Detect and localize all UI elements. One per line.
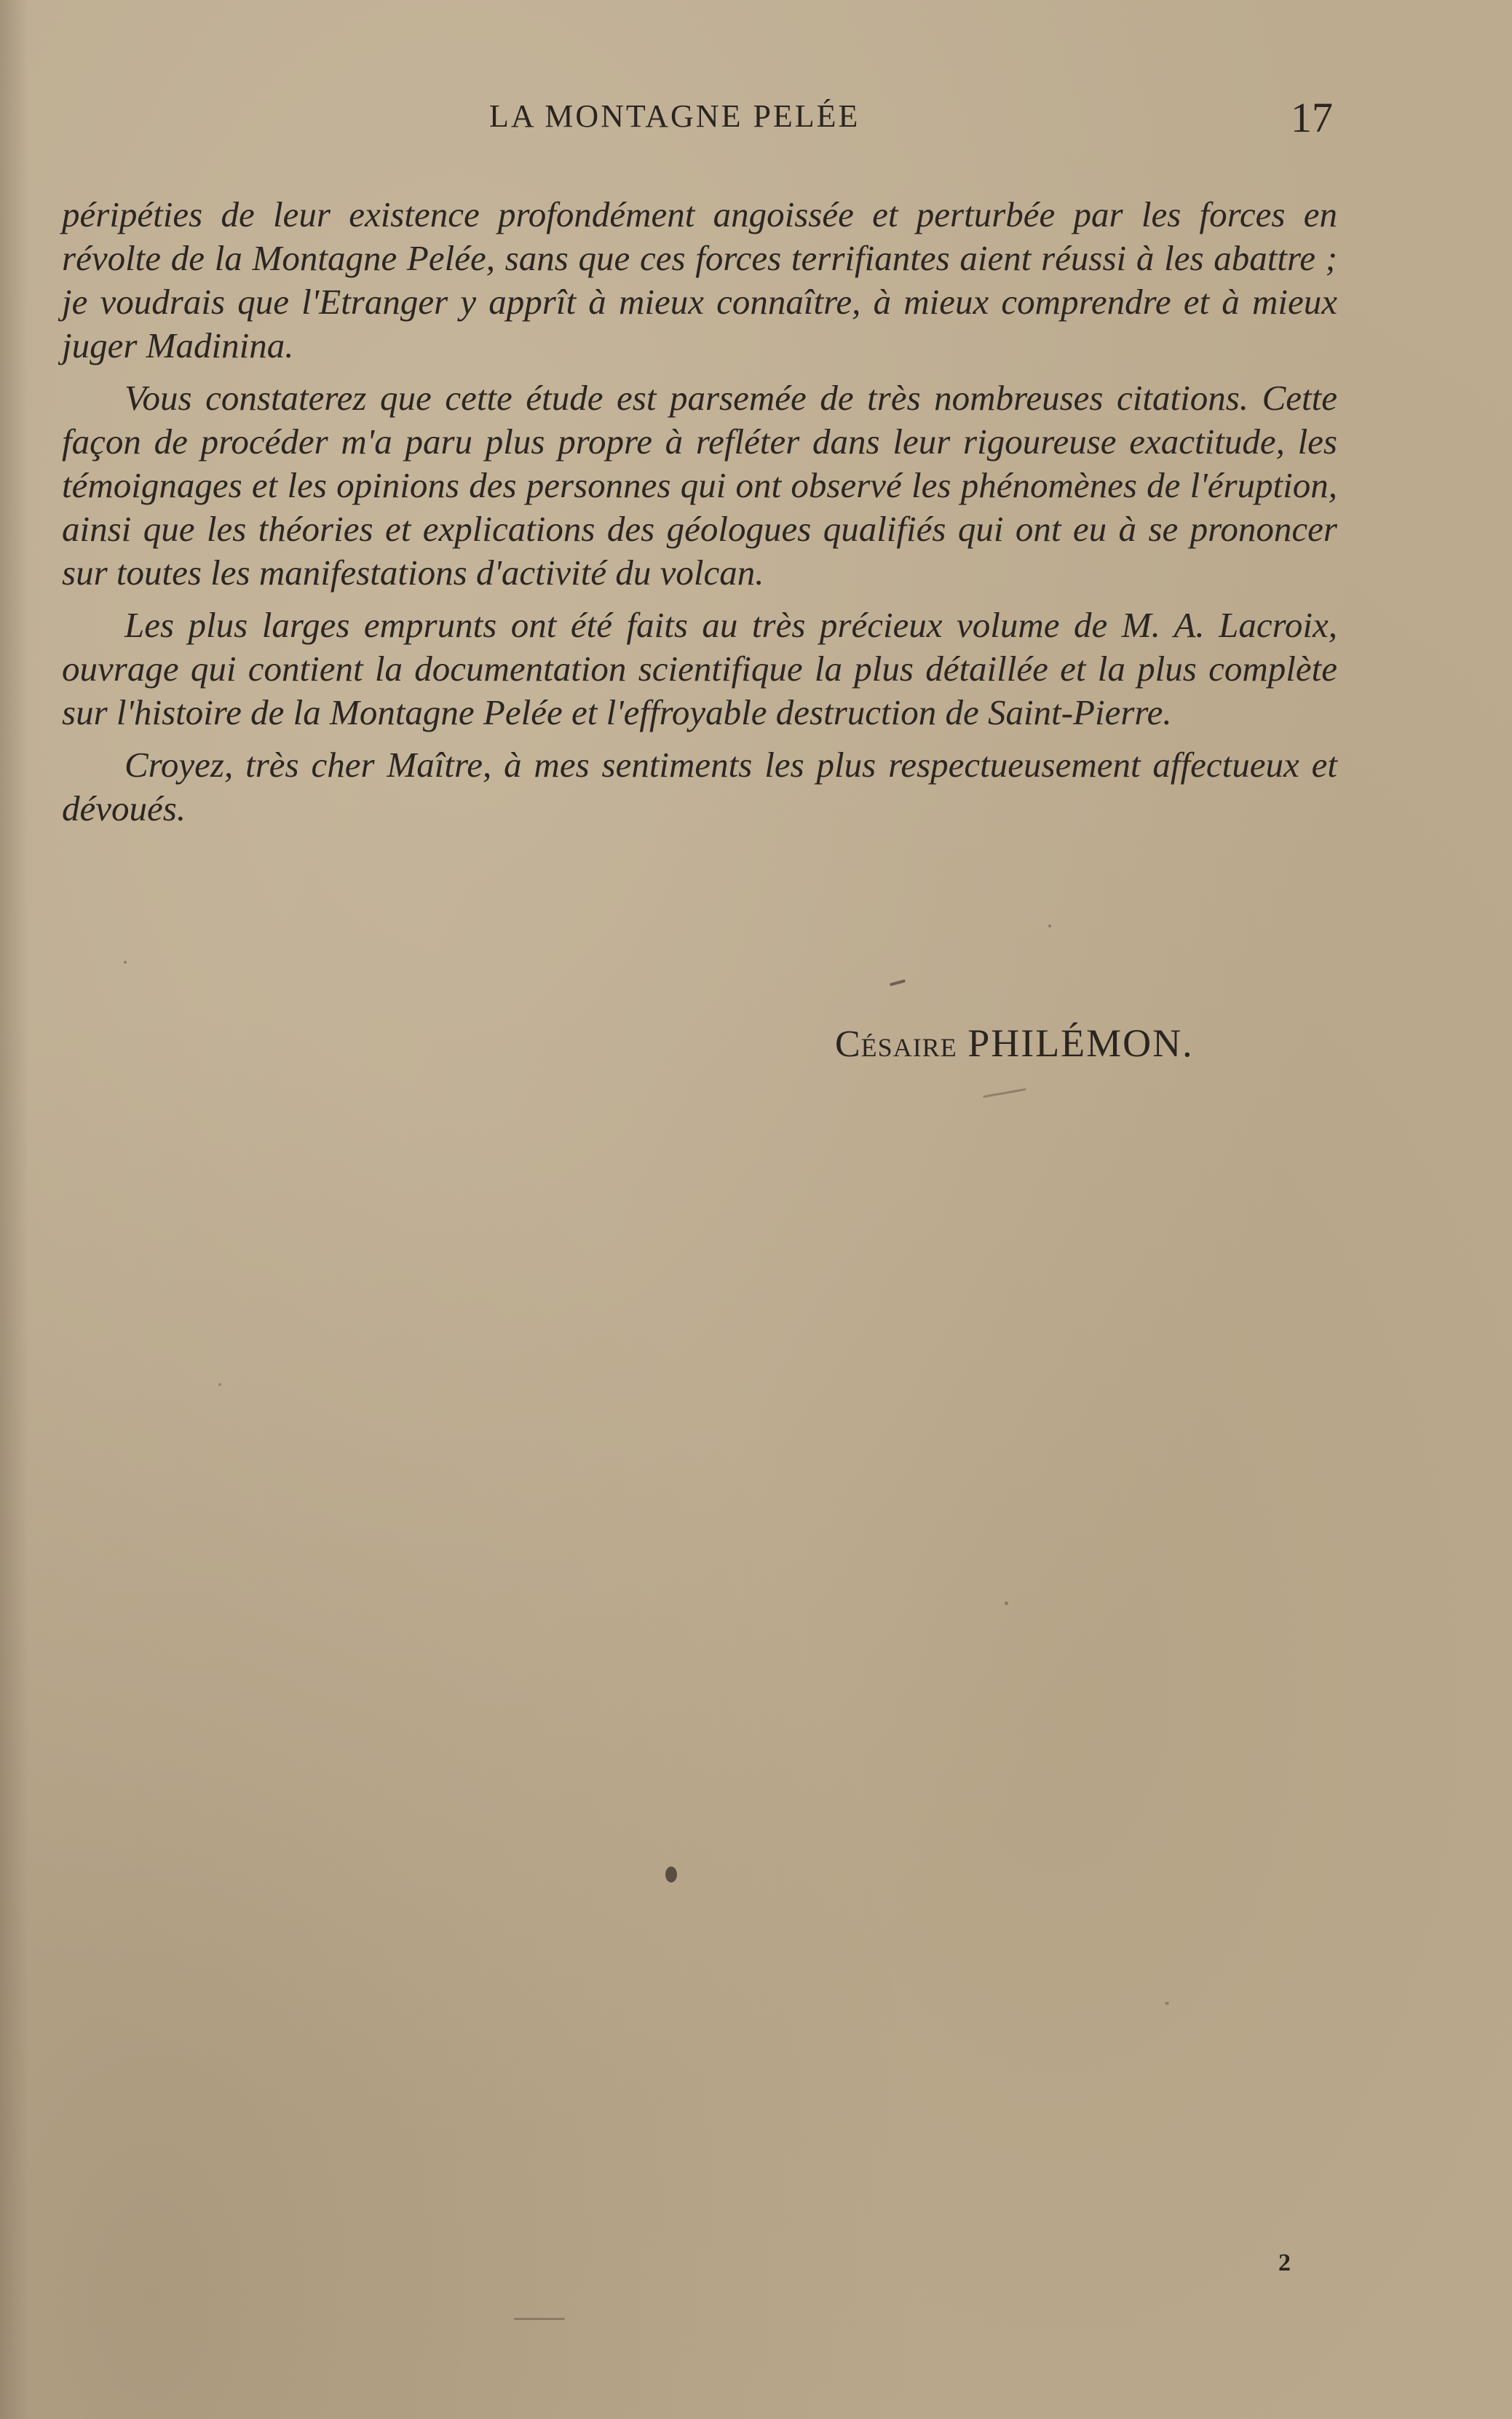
letter-body — [62, 193, 1337, 839]
paper-speck — [1005, 1602, 1008, 1605]
paragraph-closing: Croyez, très cher Maître, à mes sentiments les plus respectueusement affectueux et dévoués. — [62, 745, 1337, 828]
paper-speck — [665, 1866, 677, 1882]
page-number: 17 — [1291, 94, 1333, 141]
signature — [835, 1021, 1194, 1066]
sheet-signature-number: 2 — [1278, 2249, 1291, 2276]
paper-speck — [1048, 925, 1051, 927]
paragraph-continuation: péripéties de leur existence profondément angoissée et perturbée par les forces en révolte de la Montagne Pelée, sans que ces forces terrifiantes aient réussi à les abattre ; je voudrais que l'Etranger y apprît à mieux connaître, à mieux comprendre et à mieux juger Madinina. — [62, 194, 1337, 365]
paragraph-lacroix: Les plus larges emprunts ont été faits au très précieux volume de M. A. Lacroix, ouvrage qui contient la documentation scientifique la plus détaillée et la plus complète sur l'histoire de la Montagne Pelée et l'effroyable destruction de Saint-Pierre. — [62, 605, 1337, 732]
signature-first-name: Césaire — [835, 1024, 957, 1065]
paper-fiber — [983, 1088, 1026, 1098]
running-title: LA MONTAGNE PELÉE — [489, 98, 860, 134]
binding-shadow — [0, 0, 29, 2419]
page-header — [0, 93, 1512, 151]
ink-mark — [890, 979, 906, 986]
paper-speck — [218, 1383, 221, 1386]
signature-last-name: PHILÉMON. — [967, 1021, 1194, 1065]
paper-fiber — [514, 2318, 565, 2320]
paper-speck — [124, 961, 127, 964]
paragraph-citations: Vous constaterez que cette étude est parsemée de très nombreuses citations. Cette façon de procéder m'a paru plus propre à refléter dans leur rigoureuse exactitude, les témoignages et les opinions des personnes qui ont observé les phénomènes de l'éruption, ainsi que les théories et explications des géologues qualifiés qui ont eu à se prononcer sur toutes les manifestations d'activité du volcan. — [62, 378, 1337, 593]
paper-speck — [1165, 2002, 1169, 2005]
